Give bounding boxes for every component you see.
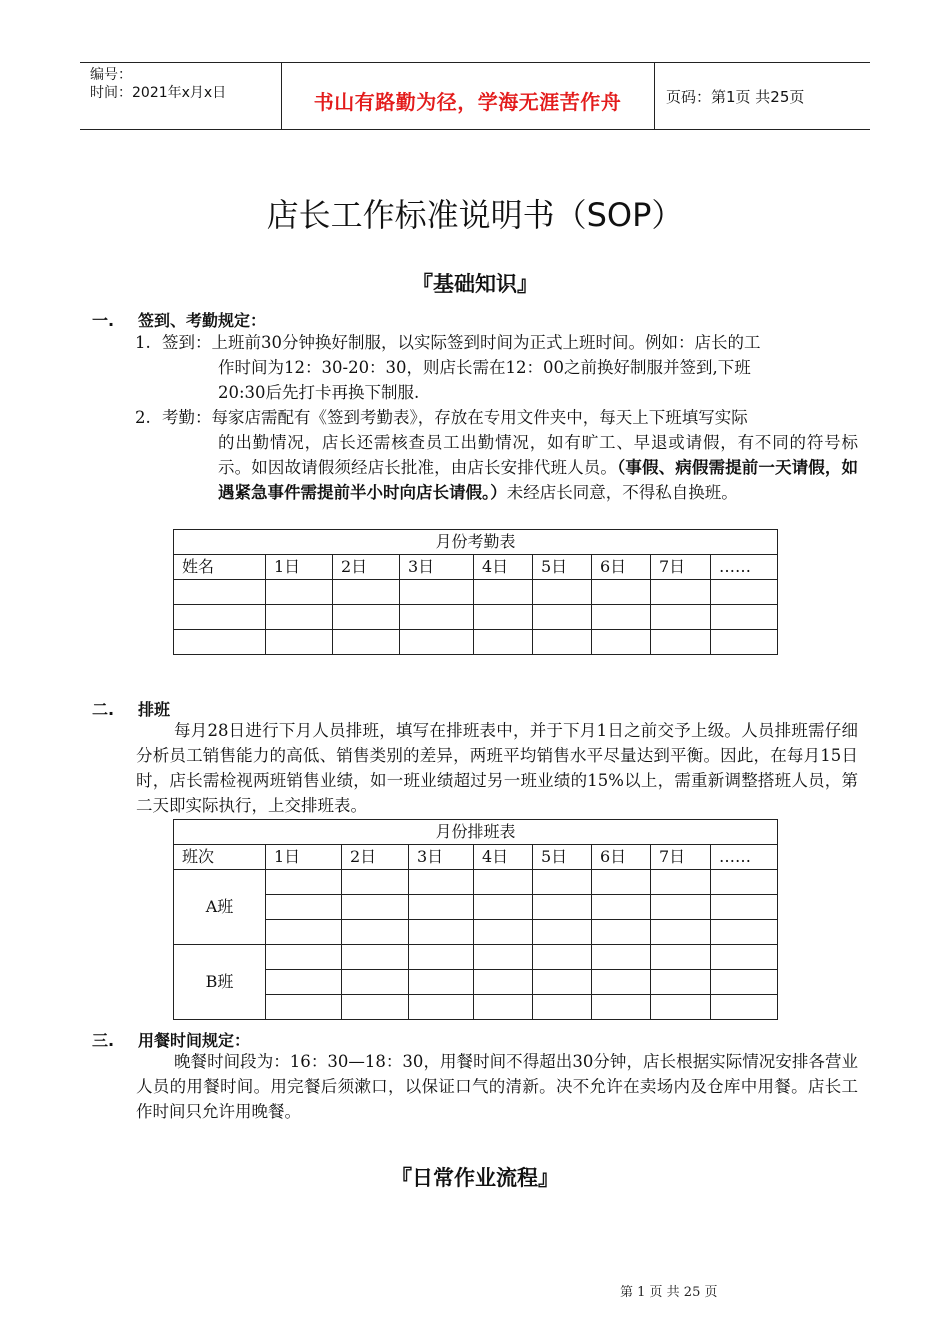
- table-cell: [651, 945, 711, 970]
- heading-number: 三.: [92, 1031, 115, 1050]
- table-cell: [711, 580, 778, 605]
- table-cell: [342, 970, 409, 995]
- shift-group-b: B班: [174, 945, 266, 1020]
- header-top-rule: [80, 62, 870, 63]
- table-cell: [266, 970, 342, 995]
- column-header: 3日: [409, 845, 474, 870]
- table-cell: [533, 920, 592, 945]
- column-header: 3日: [400, 555, 474, 580]
- table-row: [174, 870, 778, 895]
- body-emphasis: （事假、病假需提前一天请假，如遇紧急事件需提前半小时向店长请假。）: [218, 458, 858, 502]
- table-cell: [409, 870, 474, 895]
- table-cell: [651, 995, 711, 1020]
- header-motto: 书山有路勤为径，学海无涯苦作舟: [313, 90, 622, 114]
- table-cell: [266, 995, 342, 1020]
- table-cell: [711, 605, 778, 630]
- column-header: 姓名: [174, 555, 266, 580]
- list-item-number: 2.: [135, 408, 151, 427]
- column-header: 7日: [651, 555, 711, 580]
- list-item-number: 1.: [135, 333, 151, 352]
- table-cell: [711, 895, 778, 920]
- table-cell: [533, 995, 592, 1020]
- heading-number: 一.: [92, 311, 115, 330]
- heading-text: 排班: [138, 700, 171, 719]
- table-cell: [651, 630, 711, 655]
- table-cell: [474, 970, 533, 995]
- table-caption: 月份排班表: [174, 820, 778, 845]
- header-divider: [654, 62, 655, 129]
- table-cell: [592, 630, 651, 655]
- column-header: 2日: [342, 845, 409, 870]
- table-cell: [474, 870, 533, 895]
- table-cell: [266, 605, 333, 630]
- list-item-sign-in: [135, 330, 860, 405]
- table-cell: [711, 630, 778, 655]
- section-title-daily: 『日常作业流程』: [391, 1166, 559, 1190]
- table-cell: [409, 945, 474, 970]
- column-header: 4日: [474, 555, 533, 580]
- heading-text: 签到、考勤规定：: [138, 311, 267, 330]
- table-cell: [409, 895, 474, 920]
- table-cell: [266, 630, 333, 655]
- table-cell: [400, 580, 474, 605]
- table-cell: [592, 605, 651, 630]
- table-cell: [592, 970, 651, 995]
- table-row: [174, 630, 778, 655]
- column-header: 5日: [533, 555, 592, 580]
- column-header: 1日: [266, 845, 342, 870]
- table-cell: [400, 630, 474, 655]
- schedule-table: [173, 819, 778, 1020]
- meal-time-paragraph: 晚餐时间段为：16：30—18：30，用餐时间不得超出30分钟，店长根据实际情况安排各营业人员的用餐时间。用完餐后须漱口，以保证口气的清新。决不允许在卖场内及仓库中用餐。店长工作时间只允许用晚餐。: [136, 1052, 858, 1121]
- table-cell: [342, 995, 409, 1020]
- table-cell: [333, 630, 400, 655]
- table-header-row: [174, 555, 778, 580]
- table-cell: [533, 580, 592, 605]
- column-header: 5日: [533, 845, 592, 870]
- column-header: 6日: [592, 845, 651, 870]
- table-cell: [533, 870, 592, 895]
- table-cell: [342, 895, 409, 920]
- attendance-table: [173, 529, 778, 655]
- table-cell: [651, 605, 711, 630]
- page-footer: 第 1 页 共 25 页: [620, 1285, 718, 1300]
- table-cell: [651, 580, 711, 605]
- table-cell: [711, 970, 778, 995]
- heading-scheduling: [92, 697, 170, 720]
- table-cell: [342, 945, 409, 970]
- table-cell: [711, 920, 778, 945]
- body-text-end: 未经店长同意，不得私自换班。: [506, 483, 738, 502]
- table-cell: [533, 895, 592, 920]
- table-header-row: [174, 845, 778, 870]
- table-cell: [592, 895, 651, 920]
- table-cell: [474, 920, 533, 945]
- column-header: 1日: [266, 555, 333, 580]
- heading-attendance: [92, 308, 266, 331]
- table-cell: [266, 920, 342, 945]
- column-header: 2日: [333, 555, 400, 580]
- table-cell: [533, 630, 592, 655]
- list-item-line: 考勤：每家店需配有《签到考勤表》，存放在专用文件夹中，每天上下班填写实际: [162, 408, 748, 427]
- table-cell: [409, 920, 474, 945]
- column-header: ……: [711, 845, 778, 870]
- table-row: [174, 945, 778, 970]
- table-cell: [592, 995, 651, 1020]
- heading-number: 二.: [92, 700, 115, 719]
- table-cell: [174, 605, 266, 630]
- table-cell: [592, 580, 651, 605]
- heading-meal-time: [92, 1028, 250, 1051]
- table-caption: 月份考勤表: [174, 530, 778, 555]
- table-cell: [409, 970, 474, 995]
- table-cell: [474, 995, 533, 1020]
- column-header: 6日: [592, 555, 651, 580]
- table-cell: [333, 580, 400, 605]
- column-header: 4日: [474, 845, 533, 870]
- table-cell: [711, 945, 778, 970]
- list-item-line: 签到：上班前30分钟换好制服，以实际签到时间为正式上班时间。例如：店长的工: [162, 333, 761, 352]
- table-cell: [533, 605, 592, 630]
- table-cell: [651, 970, 711, 995]
- table-cell: [474, 605, 533, 630]
- column-header: ……: [711, 555, 778, 580]
- list-item-line: 20:30后先打卡再换下制服.: [218, 383, 420, 402]
- table-cell: [651, 895, 711, 920]
- scheduling-paragraph: 每月28日进行下月人员排班，填写在排班表中，并于下月1日之前交予上级。人员排班需仔细分析员工销售能力的高低、销售类别的差异，两班平均销售水平尽量达到平衡。因此，在每月15日时，店长需检视两班销售业绩，如一班业绩超过另一班业绩的15%以上，需重新调整搭班人员，第二天即实际执行，上交排班表。: [136, 721, 858, 815]
- shift-group-a: A班: [174, 870, 266, 945]
- column-header: 7日: [651, 845, 711, 870]
- table-cell: [474, 945, 533, 970]
- table-cell: [533, 970, 592, 995]
- table-cell: [592, 870, 651, 895]
- table-cell: [333, 605, 400, 630]
- table-cell: [342, 920, 409, 945]
- header-number-label: 编号：: [90, 67, 132, 83]
- document-title: 店长工作标准说明书（SOP）: [266, 196, 684, 234]
- list-item-attendance: [135, 405, 860, 530]
- list-item-body: [218, 430, 858, 505]
- table-cell: [592, 945, 651, 970]
- column-header: 班次: [174, 845, 266, 870]
- table-cell: [266, 895, 342, 920]
- table-row: [174, 580, 778, 605]
- table-cell: [266, 945, 342, 970]
- table-cell: [474, 630, 533, 655]
- table-cell: [174, 580, 266, 605]
- header-page-info: 页码：第1页 共25页: [666, 88, 805, 106]
- table-cell: [266, 580, 333, 605]
- list-item-line: 作时间为12：30-20：30，则店长需在12：00之前换好制服并签到,下班: [218, 358, 751, 377]
- body-text: 的出勤情况，店长还需核查员工出勤情况，如有旷工、早退或请假，有不同的符号标示。如因故请假须经店长批准，由店长安排代班人员。: [218, 433, 858, 477]
- table-cell: [342, 870, 409, 895]
- table-cell: [174, 630, 266, 655]
- table-row: [174, 605, 778, 630]
- table-cell: [474, 580, 533, 605]
- table-cell: [266, 870, 342, 895]
- table-cell: [651, 870, 711, 895]
- table-cell: [711, 870, 778, 895]
- table-cell: [711, 995, 778, 1020]
- table-cell: [533, 945, 592, 970]
- header-bottom-rule: [80, 129, 870, 130]
- table-cell: [474, 895, 533, 920]
- section-title-basic: 『基础知识』: [412, 272, 538, 296]
- table-cell: [409, 995, 474, 1020]
- table-cell: [400, 605, 474, 630]
- table-cell: [592, 920, 651, 945]
- header-time-label: 时间：2021年x月x日: [90, 85, 227, 101]
- table-cell: [651, 920, 711, 945]
- heading-text: 用餐时间规定：: [138, 1031, 251, 1050]
